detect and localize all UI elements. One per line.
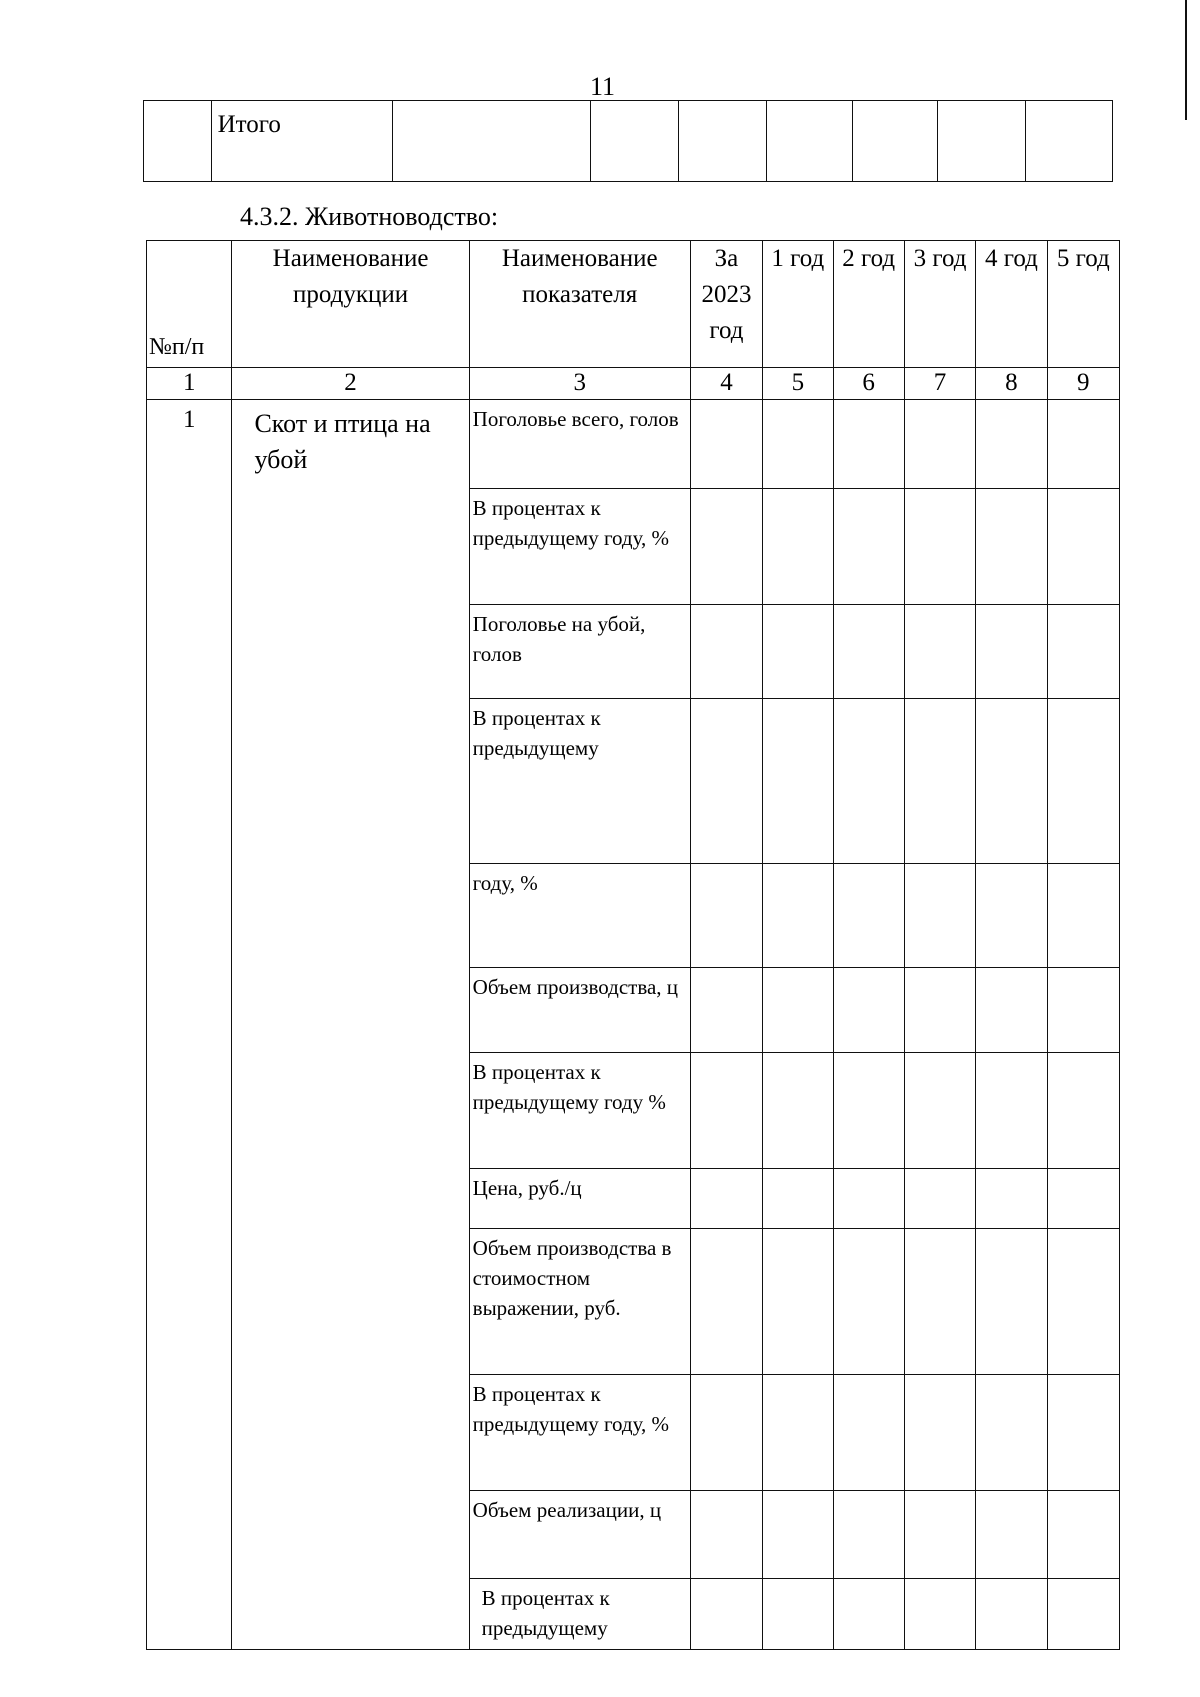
indicator-name: году, %: [469, 864, 690, 968]
indicator-name: Цена, руб./ц: [469, 1169, 690, 1229]
total-row: [144, 101, 1113, 182]
value-cell: [1047, 1169, 1119, 1229]
value-cell: [833, 968, 904, 1053]
header-row: [147, 241, 1120, 368]
value-cell: [763, 1579, 833, 1650]
value-cell: [763, 400, 833, 489]
value-cell: [690, 1229, 762, 1375]
value-cell: [763, 1229, 833, 1375]
total-table: [143, 100, 1113, 182]
value-cell: [833, 699, 904, 864]
value-cell: [904, 1169, 975, 1229]
value-cell: [976, 1491, 1047, 1579]
header-year-5: 5 год: [1047, 241, 1119, 368]
indicator-name: В процентах к предыдущему: [469, 1579, 690, 1650]
value-cell: [1047, 1375, 1119, 1491]
value-cell: [1047, 1229, 1119, 1375]
value-cell: [763, 968, 833, 1053]
value-cell: [833, 1579, 904, 1650]
total-cell: [1026, 101, 1113, 182]
indicator-name: В процентах к предыдущему году, %: [469, 489, 690, 605]
indicator-name: Объем производства, ц: [469, 968, 690, 1053]
value-cell: [690, 1053, 762, 1169]
value-cell: [763, 1375, 833, 1491]
value-cell: [833, 489, 904, 605]
value-cell: [904, 968, 975, 1053]
value-cell: [1047, 1491, 1119, 1579]
value-cell: [1047, 1579, 1119, 1650]
value-cell: [1047, 489, 1119, 605]
value-cell: [976, 699, 1047, 864]
value-cell: [763, 1169, 833, 1229]
header-year-1: 1 год: [763, 241, 833, 368]
livestock-table: [146, 240, 1120, 1650]
value-cell: [690, 1375, 762, 1491]
total-cell: [393, 101, 591, 182]
value-cell: [1047, 864, 1119, 968]
value-cell: [833, 864, 904, 968]
value-cell: [763, 1491, 833, 1579]
indicator-rows: [147, 400, 1120, 1650]
column-number: 6: [833, 368, 904, 400]
indicator-row: [147, 400, 1120, 489]
column-number: 5: [763, 368, 833, 400]
header-product: Наименование продукции: [232, 241, 469, 368]
value-cell: [976, 1169, 1047, 1229]
total-num-cell: [144, 101, 212, 182]
indicator-name: В процентах к предыдущему году, %: [469, 1375, 690, 1491]
header-indicator: Наименование показателя: [469, 241, 690, 368]
value-cell: [904, 400, 975, 489]
value-cell: [904, 1053, 975, 1169]
value-cell: [690, 699, 762, 864]
value-cell: [690, 605, 762, 699]
value-cell: [833, 1375, 904, 1491]
value-cell: [833, 1491, 904, 1579]
value-cell: [833, 400, 904, 489]
product-name: Скот и птица на убой: [232, 400, 469, 1650]
header-num: №п/п: [147, 241, 232, 368]
value-cell: [976, 968, 1047, 1053]
value-cell: [976, 400, 1047, 489]
value-cell: [690, 400, 762, 489]
indicator-name: В процентах к предыдущему году %: [469, 1053, 690, 1169]
value-cell: [763, 1053, 833, 1169]
value-cell: [976, 605, 1047, 699]
value-cell: [976, 1053, 1047, 1169]
total-label: Итого: [211, 101, 393, 182]
column-number: 3: [469, 368, 690, 400]
total-cell: [766, 101, 852, 182]
value-cell: [690, 1579, 762, 1650]
value-cell: [763, 864, 833, 968]
indicator-name: В процентах к предыдущему: [469, 699, 690, 864]
value-cell: [833, 1229, 904, 1375]
value-cell: [1047, 699, 1119, 864]
column-number: 4: [690, 368, 762, 400]
header-2023: За 2023 год: [690, 241, 762, 368]
value-cell: [904, 864, 975, 968]
value-cell: [690, 489, 762, 605]
value-cell: [976, 864, 1047, 968]
value-cell: [976, 489, 1047, 605]
value-cell: [1047, 605, 1119, 699]
column-number: 1: [147, 368, 232, 400]
page-number: 11: [590, 72, 616, 101]
value-cell: [690, 1491, 762, 1579]
total-cell: [678, 101, 766, 182]
value-cell: [976, 1579, 1047, 1650]
header-year-3: 3 год: [904, 241, 975, 368]
value-cell: [763, 489, 833, 605]
section-heading: 4.3.2. Животноводство:: [240, 202, 499, 231]
column-number: 7: [904, 368, 975, 400]
value-cell: [904, 1229, 975, 1375]
value-cell: [833, 605, 904, 699]
scan-edge-line: [1185, 0, 1187, 120]
header-year-4: 4 год: [976, 241, 1047, 368]
indicator-name: Поголовье всего, голов: [469, 400, 690, 489]
value-cell: [690, 1169, 762, 1229]
value-cell: [690, 968, 762, 1053]
value-cell: [976, 1375, 1047, 1491]
value-cell: [904, 489, 975, 605]
value-cell: [904, 1579, 975, 1650]
column-number: 2: [232, 368, 469, 400]
value-cell: [833, 1169, 904, 1229]
indicator-name: Объем реализации, ц: [469, 1491, 690, 1579]
value-cell: [1047, 400, 1119, 489]
indicator-name: Объем производства в стоимостном выражении, руб.: [469, 1229, 690, 1375]
value-cell: [904, 1491, 975, 1579]
value-cell: [904, 1375, 975, 1491]
total-cell: [591, 101, 679, 182]
row-number: 1: [147, 400, 232, 1650]
value-cell: [976, 1229, 1047, 1375]
column-number-row: [147, 368, 1120, 400]
value-cell: [1047, 1053, 1119, 1169]
value-cell: [763, 605, 833, 699]
value-cell: [1047, 968, 1119, 1053]
value-cell: [833, 1053, 904, 1169]
header-year-2: 2 год: [833, 241, 904, 368]
indicator-name: Поголовье на убой, голов: [469, 605, 690, 699]
total-cell: [852, 101, 938, 182]
total-cell: [938, 101, 1026, 182]
value-cell: [690, 864, 762, 968]
value-cell: [904, 699, 975, 864]
column-number: 9: [1047, 368, 1119, 400]
column-number: 8: [976, 368, 1047, 400]
value-cell: [904, 605, 975, 699]
value-cell: [763, 699, 833, 864]
